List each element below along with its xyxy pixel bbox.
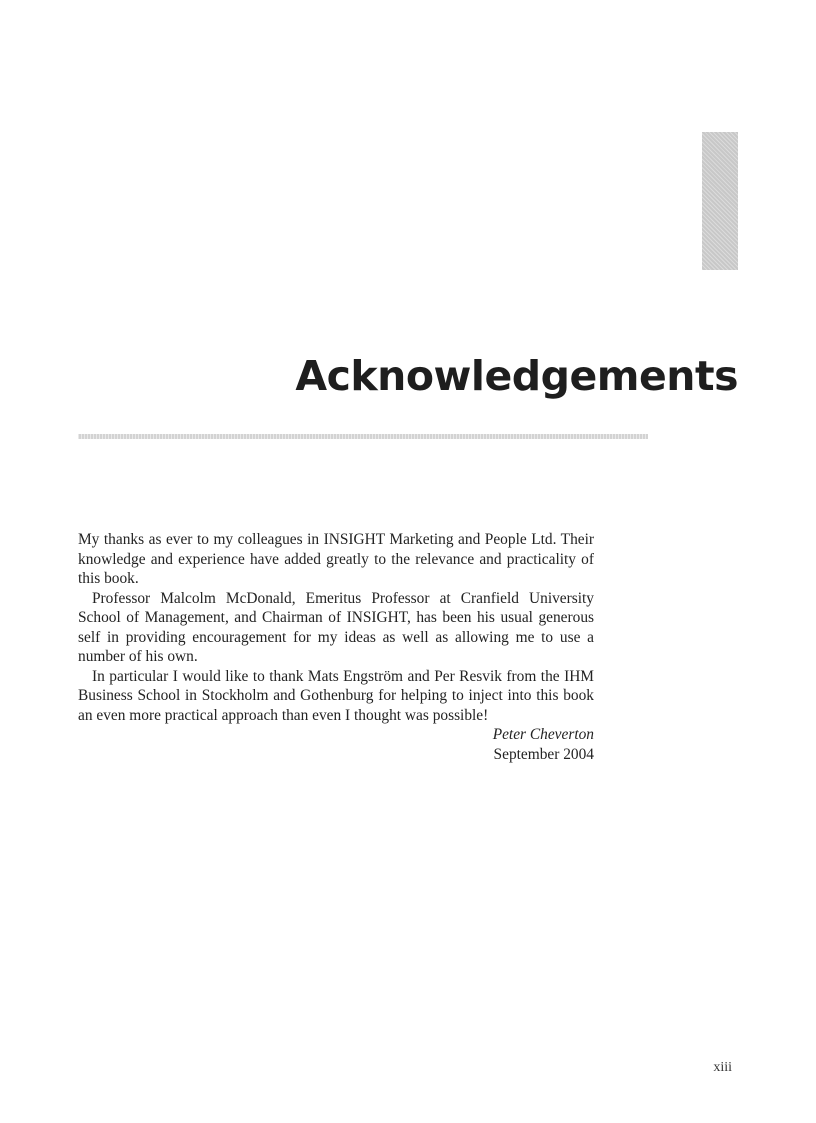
- acknowledgements-body: [78, 530, 594, 764]
- paragraph-2: Professor Malcolm McDonald, Emeritus Professor at Cranfield University School of Management, and Chairman of INSIGHT, has been his usual generous self in providing encouragement for my ideas as well as allowing me to use a number of his own.: [78, 589, 594, 665]
- paragraph-3: In particular I would like to thank Mats Engström and Per Resvik from the IHM Business School in Stockholm and Gothenburg for helping to inject into this book an even more practical approach than even I thought was possible!: [78, 667, 594, 724]
- chapter-title: Acknowledgements: [295, 352, 738, 400]
- signoff: [78, 725, 594, 764]
- chapter-tab-marker: [702, 132, 738, 270]
- paragraph-1: My thanks as ever to my colleagues in INSIGHT Marketing and People Ltd. Their knowledge and experience have added greatly to the relevance and practicality of this book.: [78, 531, 594, 587]
- page-number: xiii: [713, 1060, 732, 1075]
- author-name: Peter Cheverton: [492, 726, 594, 743]
- signoff-date: September 2004: [493, 745, 594, 763]
- title-divider: [78, 434, 648, 439]
